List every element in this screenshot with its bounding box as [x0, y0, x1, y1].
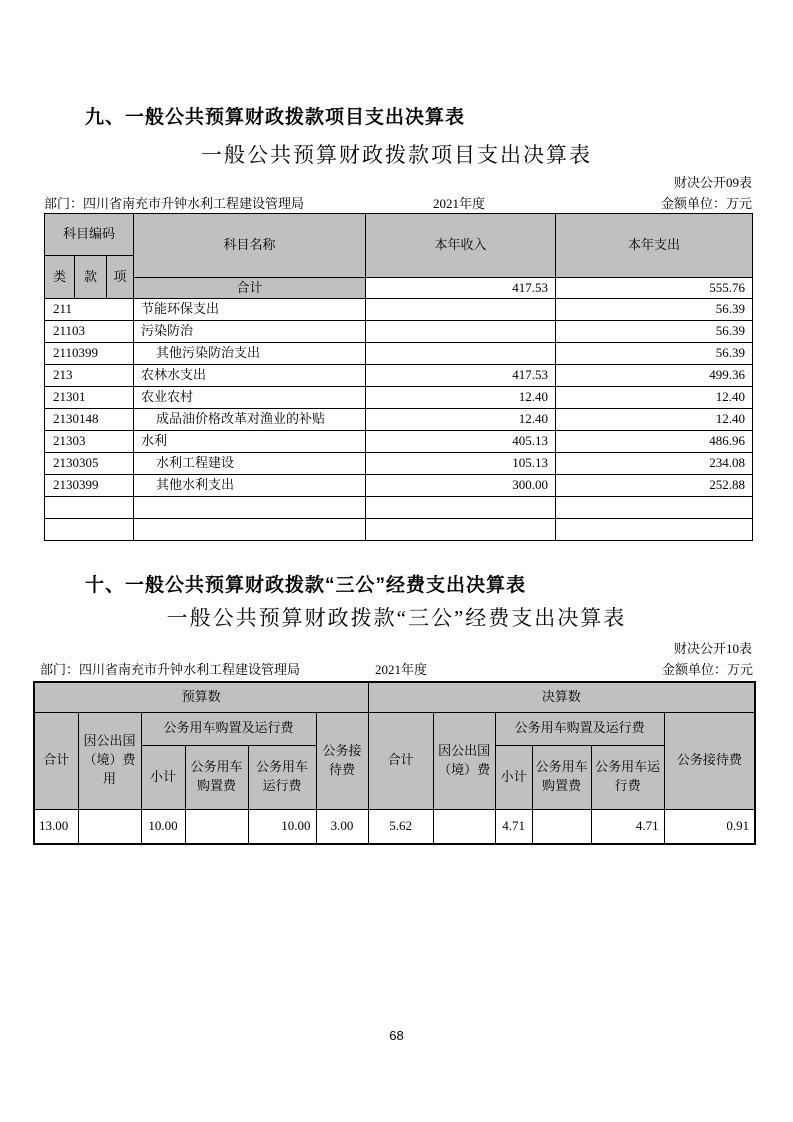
income-cell: 300.00 — [366, 475, 556, 497]
table10-amount-unit: 金额单位：万元 — [661, 662, 753, 677]
subject-code-cell: 21303 — [45, 431, 134, 453]
col-header-item: 项 — [107, 256, 134, 299]
final-abroad-value — [433, 809, 495, 844]
col-header-subject-code: 科目编码 — [45, 214, 134, 256]
expense-cell: 252.88 — [556, 475, 753, 497]
col-header-section: 款 — [75, 256, 107, 299]
expense-cell: 56.39 — [556, 343, 753, 365]
table9-meta-line — [44, 193, 752, 209]
expense-cell — [556, 497, 753, 519]
income-cell: 12.40 — [366, 387, 556, 409]
table-row — [45, 519, 753, 541]
subject-code-cell: 21103 — [45, 321, 134, 343]
expense-cell: 234.08 — [556, 453, 753, 475]
subject-name-cell — [134, 497, 366, 519]
subject-code-cell: 211 — [45, 299, 134, 321]
subject-code-cell: 2130305 — [45, 453, 134, 475]
income-cell: 105.13 — [366, 453, 556, 475]
budget-purchase-value — [185, 809, 248, 844]
table9-total-row — [45, 278, 753, 299]
col-budget-vehicle-group: 公务用车购置及运行费 — [141, 712, 316, 745]
col-budget-abroad: 因公出国（境）费用 — [78, 712, 141, 809]
col-budget-reception: 公务接待费 — [316, 712, 368, 809]
table9-department: 部门：四川省南充市升钟水利工程建设管理局 — [44, 196, 305, 211]
table10-department: 部门：四川省南充市升钟水利工程建设管理局 — [40, 662, 301, 677]
subject-code-cell — [45, 519, 134, 541]
subject-name-cell: 水利工程建设 — [134, 453, 366, 475]
col-group-final: 决算数 — [368, 682, 755, 712]
total-row-label: 合计 — [134, 278, 366, 299]
table9-header-row-1 — [45, 214, 753, 256]
subject-name-cell: 成品油价格改革对渔业的补贴 — [134, 409, 366, 431]
col-final-total: 合计 — [368, 712, 433, 809]
col-final-vehicle-group: 公务用车购置及运行费 — [495, 712, 664, 745]
three-public-expenses-table — [33, 681, 756, 845]
subject-name-cell: 节能环保支出 — [134, 299, 366, 321]
subject-name-cell: 其他污染防治支出 — [134, 343, 366, 365]
table-row — [45, 365, 753, 387]
subject-name-cell: 农业农村 — [134, 387, 366, 409]
table-row — [45, 475, 753, 497]
income-cell — [366, 321, 556, 343]
col-budget-operation: 公务用车运行费 — [248, 745, 316, 809]
col-budget-subtotal: 小计 — [141, 745, 185, 809]
table-row — [45, 387, 753, 409]
page-number: 68 — [389, 1028, 404, 1043]
table10-meta-line — [40, 659, 753, 675]
income-cell — [366, 497, 556, 519]
table-row — [45, 497, 753, 519]
col-final-subtotal: 小计 — [495, 745, 532, 809]
expense-cell — [556, 519, 753, 541]
budget-total-value: 13.00 — [34, 809, 78, 844]
subject-name-cell: 农林水支出 — [134, 365, 366, 387]
table9-form-number: 财决公开09表 — [673, 175, 752, 190]
col-budget-purchase: 公务用车购置费 — [185, 745, 248, 809]
subject-code-cell: 21301 — [45, 387, 134, 409]
income-cell: 12.40 — [366, 409, 556, 431]
col-header-year-income: 本年收入 — [366, 214, 556, 278]
final-subtotal-value: 4.71 — [495, 809, 532, 844]
col-header-subject-name: 科目名称 — [134, 214, 366, 278]
table-row — [45, 453, 753, 475]
table10-title: 一般公共预算财政拨款“三公”经费支出决算表 — [166, 606, 627, 630]
income-cell — [366, 519, 556, 541]
income-cell: 417.53 — [366, 365, 556, 387]
table-row — [45, 321, 753, 343]
table10-header-row-2 — [34, 712, 755, 745]
section9-heading: 九、一般公共预算财政拨款项目支出决算表 — [85, 107, 466, 128]
expense-cell: 499.36 — [556, 365, 753, 387]
income-cell — [366, 299, 556, 321]
col-final-abroad: 因公出国（境）费 — [433, 712, 495, 809]
project-expenditure-table — [44, 213, 753, 541]
col-final-operation: 公务用车运行费 — [591, 745, 664, 809]
col-header-year-expense: 本年支出 — [556, 214, 753, 278]
income-cell — [366, 343, 556, 365]
expense-cell: 12.40 — [556, 387, 753, 409]
col-header-class: 类 — [45, 256, 75, 299]
total-income-value: 417.53 — [366, 278, 556, 299]
table10-form-number: 财决公开10表 — [673, 641, 752, 656]
total-expense-value: 555.76 — [556, 278, 753, 299]
table10-year: 2021年度 — [375, 662, 428, 677]
table9-amount-unit: 金额单位：万元 — [660, 196, 752, 211]
table9-year: 2021年度 — [433, 196, 486, 211]
col-final-reception: 公务接待费 — [664, 712, 755, 809]
expense-cell: 56.39 — [556, 299, 753, 321]
subject-name-cell: 其他水利支出 — [134, 475, 366, 497]
budget-operation-value: 10.00 — [248, 809, 316, 844]
final-total-value: 5.62 — [368, 809, 433, 844]
subject-code-cell: 213 — [45, 365, 134, 387]
subject-name-cell — [134, 519, 366, 541]
table-row — [45, 299, 753, 321]
table10-data-row — [34, 809, 755, 844]
table-row — [45, 409, 753, 431]
section10-heading: 十、一般公共预算财政拨款“三公”经费支出决算表 — [85, 575, 527, 596]
expense-cell: 12.40 — [556, 409, 753, 431]
budget-reception-value: 3.00 — [316, 809, 368, 844]
final-operation-value: 4.71 — [591, 809, 664, 844]
col-budget-total: 合计 — [34, 712, 78, 809]
table-row — [45, 431, 753, 453]
subject-code-cell: 2130148 — [45, 409, 134, 431]
subject-name-cell: 污染防治 — [134, 321, 366, 343]
budget-abroad-value — [78, 809, 141, 844]
subject-name-cell: 水利 — [134, 431, 366, 453]
expense-cell: 486.96 — [556, 431, 753, 453]
subject-code-cell: 2130399 — [45, 475, 134, 497]
budget-subtotal-value: 10.00 — [141, 809, 185, 844]
table10-group-header-row — [34, 682, 755, 712]
final-reception-value: 0.91 — [664, 809, 755, 844]
income-cell: 405.13 — [366, 431, 556, 453]
table9-title: 一般公共预算财政拨款项目支出决算表 — [201, 143, 592, 167]
col-final-purchase: 公务用车购置费 — [532, 745, 591, 809]
final-purchase-value — [532, 809, 591, 844]
col-group-budget: 预算数 — [34, 682, 368, 712]
subject-code-cell — [45, 497, 134, 519]
expense-cell: 56.39 — [556, 321, 753, 343]
subject-code-cell: 2110399 — [45, 343, 134, 365]
table9-body — [45, 299, 753, 541]
table-row — [45, 343, 753, 365]
